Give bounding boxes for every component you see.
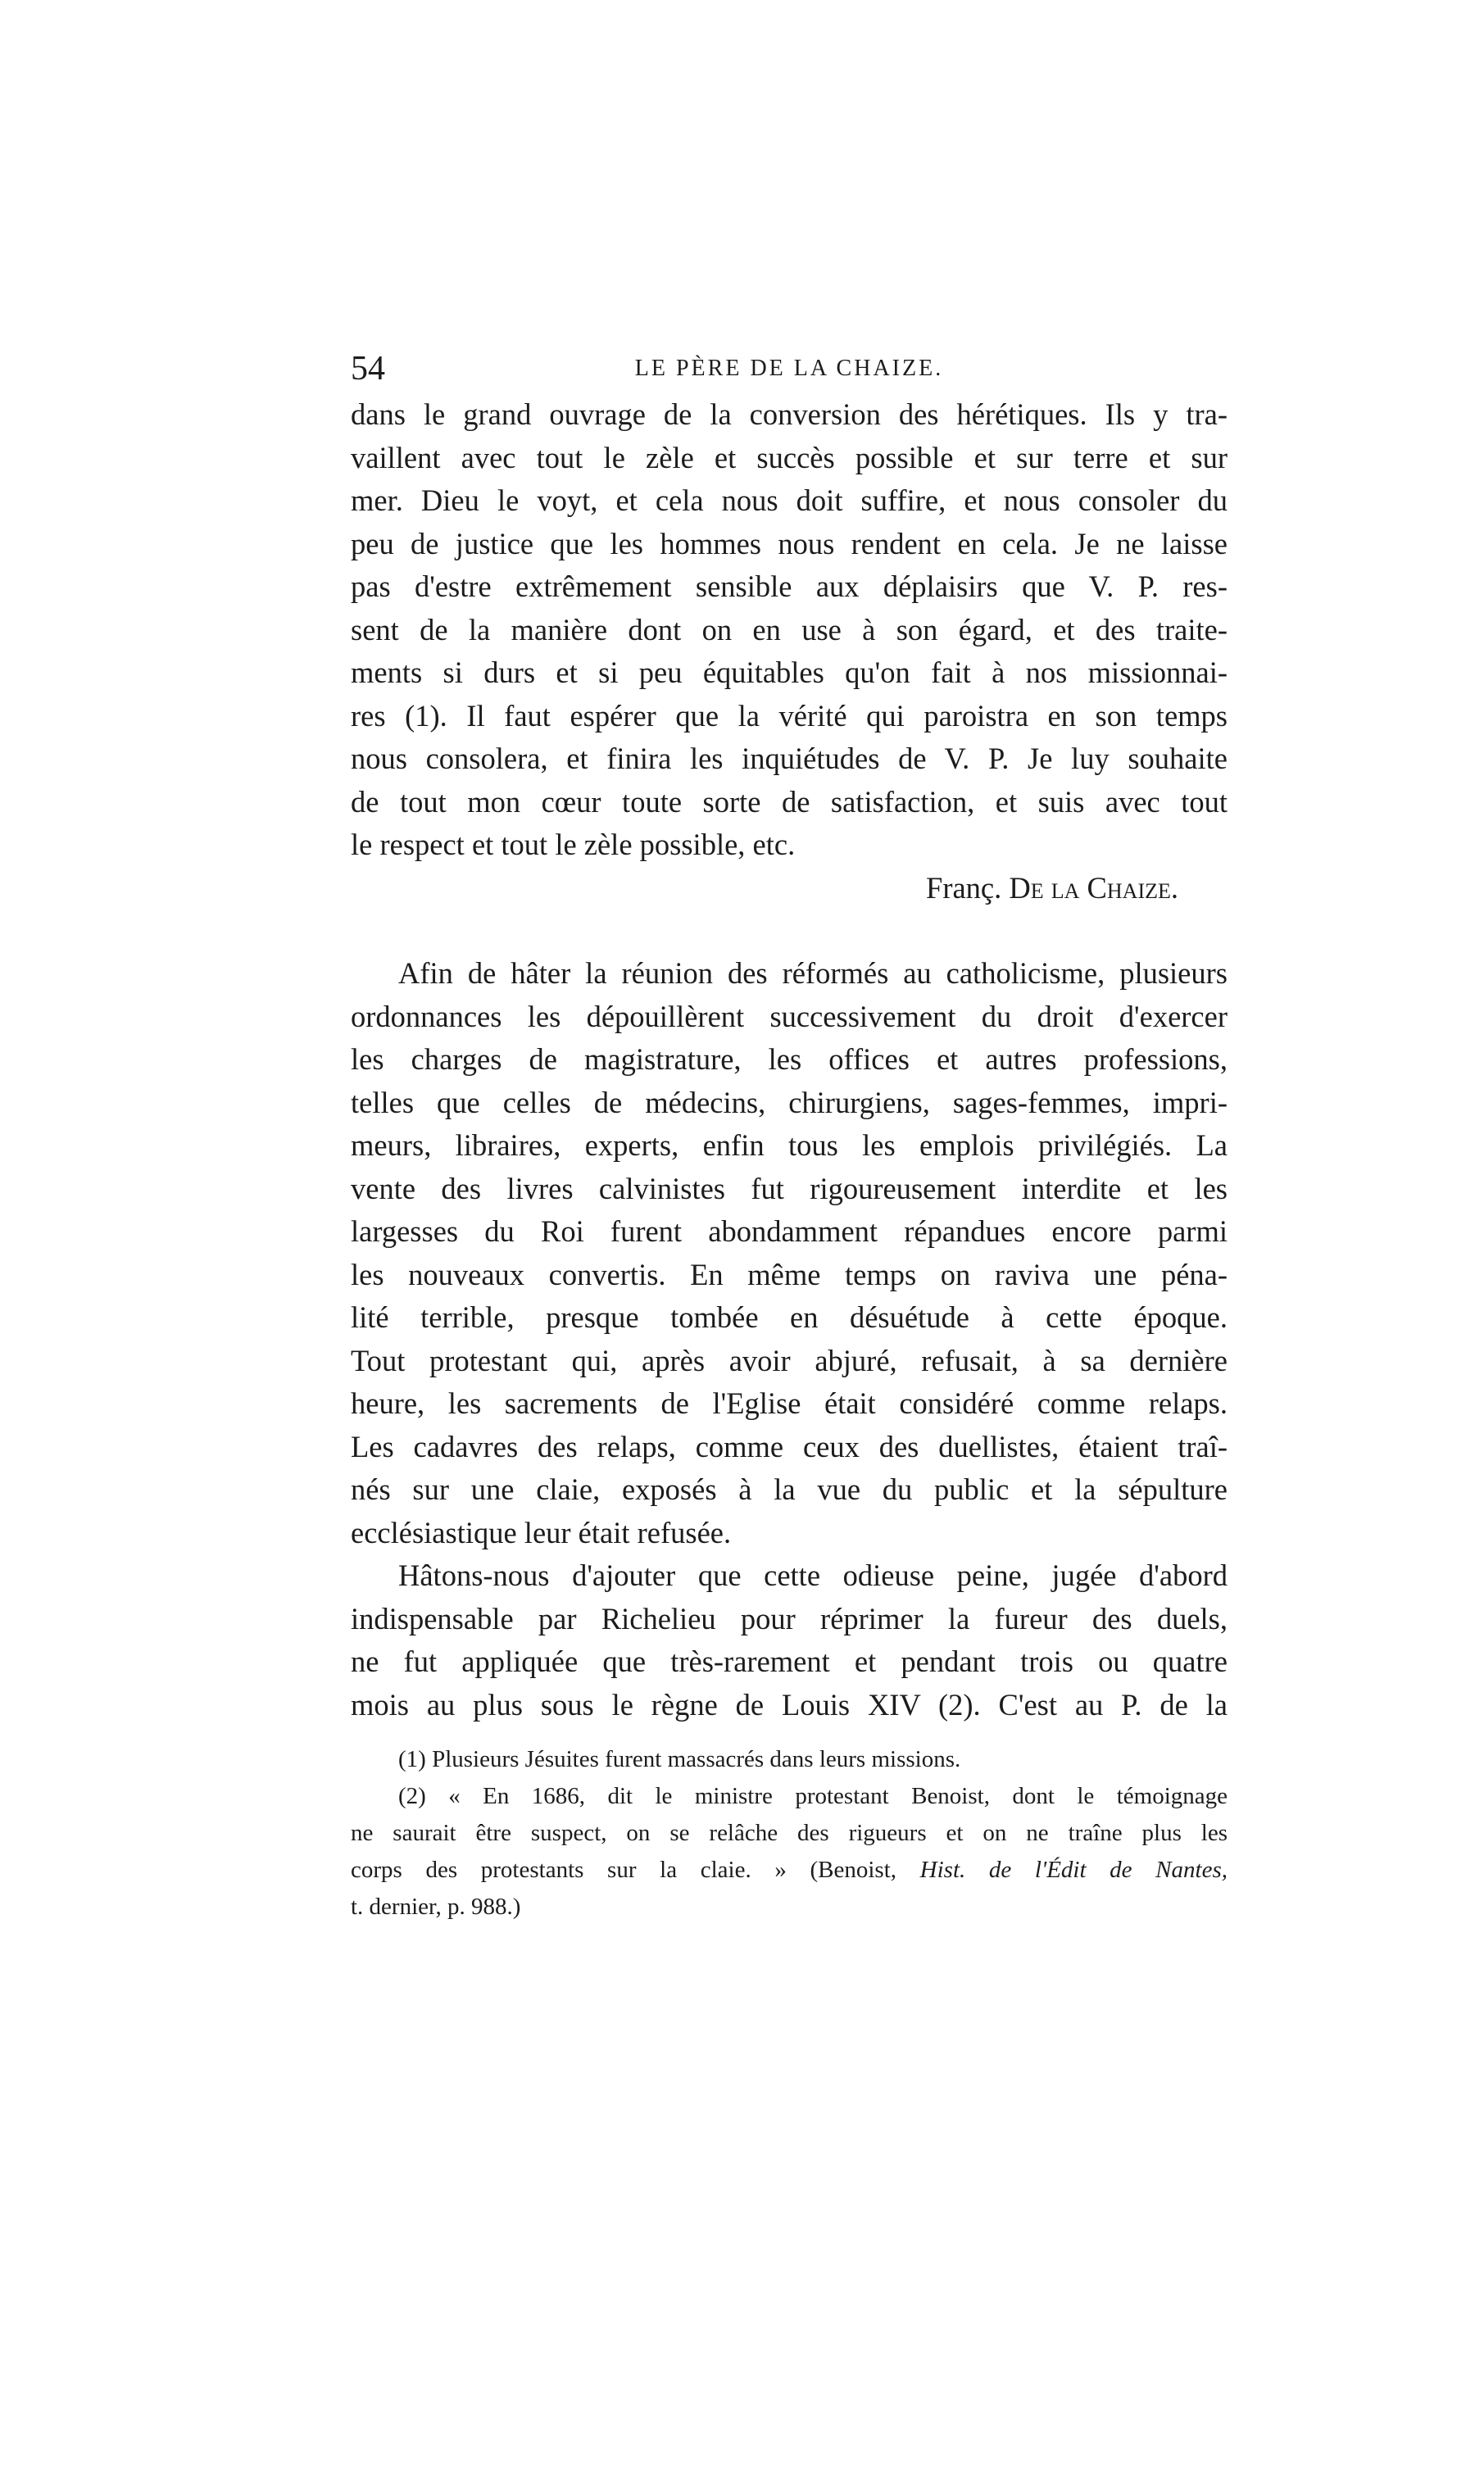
letter-continuation	[351, 393, 1228, 867]
text-line: heure, les sacrements de l'Eglise était considéré comme relaps.	[351, 1386, 1228, 1420]
footnote-1: (1) Plusieurs Jésuites furent massacrés dans leurs missions.	[398, 1746, 961, 1772]
footnote-2-line	[351, 1852, 1228, 1889]
text-line: nés sur une claie, exposés à la vue du public et la sépulture	[351, 1472, 1228, 1506]
text-line: pas d'estre extrêmement sensible aux déplaisirs que V. P. res-	[351, 569, 1228, 603]
text-line: lité terrible, presque tombée en désuétude à cette époque.	[351, 1300, 1228, 1334]
text-line: les nouveaux convertis. En même temps on raviva une péna-	[351, 1257, 1228, 1291]
text-line: mer. Dieu le voyt, et cela nous doit suffire, et nous consoler du	[351, 483, 1228, 517]
text-line: sent de la manière dont on en use à son égard, et des traite-	[351, 612, 1228, 646]
text-line: vaillent avec tout le zèle et succès possible et sur terre et sur	[351, 440, 1228, 474]
paragraph-gap	[351, 910, 1228, 952]
text-line: ecclésiastique leur était refusée.	[351, 1515, 732, 1549]
page-number: 54	[351, 350, 385, 388]
footnote-2-text: corps des protestants sur la claie. » (Benoist,	[351, 1857, 920, 1883]
text-line: Les cadavres des relaps, comme ceux des duellistes, étaient traî-	[351, 1429, 1228, 1463]
paragraph-hatons	[351, 1554, 1228, 1726]
letter-signature	[351, 867, 1228, 910]
text-line: les charges de magistrature, les offices et autres professions,	[351, 1042, 1228, 1076]
signature-last-name: De la Chaize.	[1009, 870, 1178, 905]
signature-first-name: Franç.	[926, 870, 1002, 905]
text-line: peu de justice que les hommes nous rendent en cela. Je ne laisse	[351, 526, 1228, 560]
text-line: largesses du Roi furent abondamment répandues encore parmi	[351, 1214, 1228, 1248]
text-line: de tout mon cœur toute sorte de satisfaction, et suis avec tout	[351, 784, 1228, 819]
text-line: meurs, libraires, experts, enfin tous les emplois privilégiés. La	[351, 1128, 1228, 1162]
text-line: telles que celles de médecins, chirurgiens, sages-femmes, impri-	[351, 1085, 1228, 1119]
text-line: ordonnances les dépouillèrent successivement du droit d'exercer	[351, 999, 1228, 1033]
text-line: nous consolera, et finira les inquiétudes de V. P. Je luy souhaite	[351, 742, 1228, 775]
footnote-2-line: t. dernier, p. 988.)	[351, 1894, 521, 1920]
footnote-2-book-title: Hist. de l'Édit de Nantes,	[919, 1857, 1228, 1883]
text-line: mois au plus sous le règne de Louis XIV (2). C'est au P. de la	[351, 1687, 1228, 1722]
text-line: ne fut appliquée que très-rarement et pendant trois ou quatre	[351, 1645, 1228, 1678]
running-title: LE PÈRE DE LA CHAIZE.	[634, 356, 944, 381]
page-header	[351, 348, 1228, 389]
text-line: Hâtons-nous d'ajouter que cette odieuse peine, jugée d'abord	[398, 1558, 1228, 1592]
footnote-2-line: (2) « En 1686, dit le ministre protestant Benoist, dont le témoignage	[398, 1783, 1228, 1809]
text-line: le respect et tout le zèle possible, etc.	[351, 828, 796, 861]
text-line: vente des livres calvinistes fut rigoureusement interdite et les	[351, 1171, 1228, 1205]
main-text	[351, 393, 1228, 1726]
text-line: Tout protestant qui, après avoir abjuré, refusait, à sa dernière	[351, 1343, 1228, 1377]
text-line: dans le grand ouvrage de la conversion des hérétiques. Ils y tra-	[351, 397, 1228, 431]
footnotes	[351, 1741, 1228, 1926]
text-line: indispensable par Richelieu pour réprimer la fureur des duels,	[351, 1601, 1228, 1636]
text-line: res (1). Il faut espérer que la vérité qui paroistra en son temps	[351, 698, 1228, 733]
text-line: ments si durs et si peu équitables qu'on fait à nos missionnai-	[351, 656, 1228, 689]
paragraph-reformes	[351, 952, 1228, 1554]
text-line: Afin de hâter la réunion des réformés au catholicisme, plusieurs	[398, 956, 1228, 990]
footnote-2-line: ne saurait être suspect, on se relâche des rigueurs et on ne traîne plus les	[351, 1820, 1228, 1846]
